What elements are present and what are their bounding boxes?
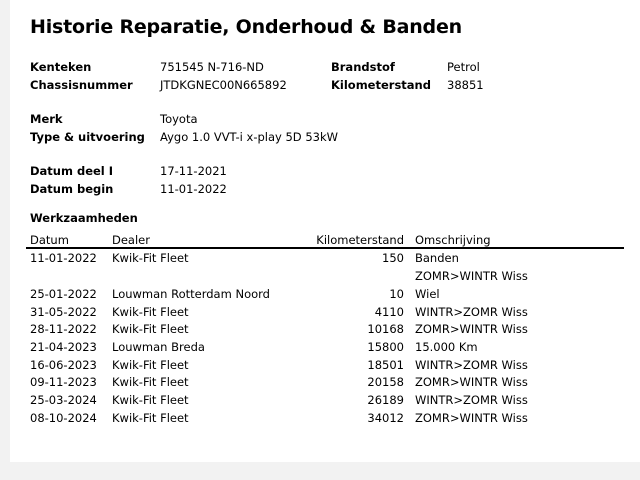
cell-omschrijving: WINTR>ZOMR Wiss [415, 393, 528, 407]
cell-dealer: Kwik-Fit Fleet [112, 322, 189, 336]
cell-datum: 25-01-2022 [30, 287, 97, 301]
chassis-label: Chassisnummer [30, 78, 133, 92]
cell-kilometerstand: 34012 [367, 411, 404, 425]
type-value: Aygo 1.0 VVT-i x-play 5D 53kW [160, 130, 338, 144]
table-row [0, 287, 640, 305]
cell-kilometerstand: 4110 [374, 305, 404, 319]
section-title-werkzaamheden: Werkzaamheden [30, 211, 138, 225]
cell-kilometerstand: 10 [389, 287, 404, 301]
cell-omschrijving: WINTR>ZOMR Wiss [415, 358, 528, 372]
datum-deel-value: 17-11-2021 [160, 164, 227, 178]
cell-dealer: Kwik-Fit Fleet [112, 251, 189, 265]
merk-label: Merk [30, 112, 63, 126]
table-row [0, 251, 640, 283]
cell-datum: 31-05-2022 [30, 305, 97, 319]
cell-datum: 25-03-2024 [30, 393, 97, 407]
kilometerstand-label: Kilometerstand [331, 78, 431, 92]
cell-dealer: Kwik-Fit Fleet [112, 393, 189, 407]
cell-omschrijving: ZOMR>WINTR Wiss [415, 322, 528, 336]
table-row [0, 375, 640, 393]
datum-begin-value: 11-01-2022 [160, 182, 227, 196]
cell-dealer: Kwik-Fit Fleet [112, 305, 189, 319]
table-row [0, 322, 640, 340]
cell-kilometerstand: 15800 [367, 340, 404, 354]
table-row [0, 305, 640, 323]
cell-kilometerstand: 150 [382, 251, 404, 265]
cell-kilometerstand: 18501 [367, 358, 404, 372]
cell-omschrijving-extra: ZOMR>WINTR Wiss [415, 269, 528, 283]
chassis-value: JTDKGNEC00N665892 [160, 78, 287, 92]
cell-dealer: Kwik-Fit Fleet [112, 411, 189, 425]
cell-omschrijving: Wiel [415, 287, 440, 301]
merk-value: Toyota [160, 112, 198, 126]
cell-dealer: Kwik-Fit Fleet [112, 375, 189, 389]
header-datum: Datum [30, 233, 69, 247]
cell-datum: 28-11-2022 [30, 322, 97, 336]
table-row [0, 358, 640, 376]
cell-kilometerstand: 26189 [367, 393, 404, 407]
cell-omschrijving: WINTR>ZOMR Wiss [415, 305, 528, 319]
table-row [0, 340, 640, 358]
brandstof-label: Brandstof [331, 60, 395, 74]
cell-datum: 21-04-2023 [30, 340, 97, 354]
cell-omschrijving: ZOMR>WINTR Wiss [415, 411, 528, 425]
cell-datum: 09-11-2023 [30, 375, 97, 389]
brandstof-value: Petrol [447, 60, 480, 74]
header-divider [26, 247, 624, 249]
cell-omschrijving: ZOMR>WINTR Wiss [415, 375, 528, 389]
cell-omschrijving: 15.000 Km [415, 340, 478, 354]
kenteken-label: Kenteken [30, 60, 92, 74]
type-label: Type & uitvoering [30, 130, 145, 144]
cell-datum: 16-06-2023 [30, 358, 97, 372]
header-kilometerstand: Kilometerstand [316, 233, 404, 247]
cell-datum: 08-10-2024 [30, 411, 97, 425]
header-omschrijving: Omschrijving [415, 233, 491, 247]
cell-dealer: Louwman Breda [112, 340, 205, 354]
table-row [0, 393, 640, 411]
kenteken-value: 751545 N-716-ND [160, 60, 264, 74]
header-dealer: Dealer [112, 233, 150, 247]
kilometerstand-value: 38851 [447, 78, 484, 92]
cell-datum: 11-01-2022 [30, 251, 97, 265]
cell-kilometerstand: 10168 [367, 322, 404, 336]
datum-deel-label: Datum deel I [30, 164, 114, 178]
datum-begin-label: Datum begin [30, 182, 114, 196]
cell-dealer: Kwik-Fit Fleet [112, 358, 189, 372]
cell-omschrijving: Banden [415, 251, 459, 265]
cell-dealer: Louwman Rotterdam Noord [112, 287, 270, 301]
cell-kilometerstand: 20158 [367, 375, 404, 389]
table-row [0, 411, 640, 429]
page-title: Historie Reparatie, Onderhoud & Banden [30, 16, 462, 38]
